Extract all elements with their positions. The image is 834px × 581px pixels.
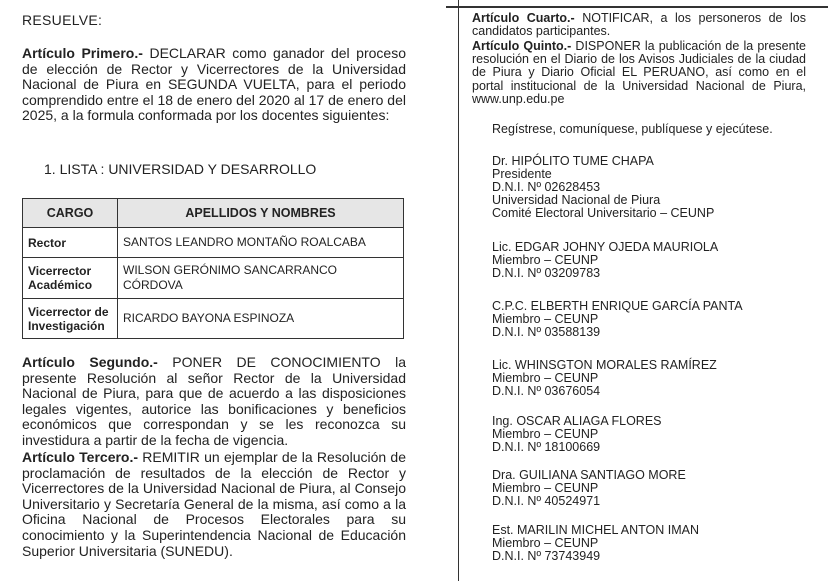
column-divider: [458, 0, 459, 581]
signatory-institution: Universidad Nacional de Piura: [492, 193, 661, 207]
header-cargo: CARGO: [23, 199, 118, 228]
table-row: [23, 258, 404, 299]
signatory-name: Dra. GUILIANA SANTIAGO MORE: [492, 468, 686, 482]
article-third-label: Artículo Tercero.-: [22, 449, 139, 465]
signatory-block: [492, 241, 718, 280]
signatory-dni: D.N.I. Nº 40524971: [492, 494, 601, 508]
closing-formula: Regístrese, comuníquese, publíquese y ejecútese.: [492, 122, 773, 136]
signatory-role: Presidente: [492, 167, 552, 181]
top-rule: [446, 6, 828, 8]
article-fifth-text: DISPONER la publicación de la presente resolución en el Diario de los Avisos Judiciales de la ciudad de Piura y Diario Oficial EL PERUANO, así como en el portal institucional de la Universidad Nacional de Piura, www.unp.edu.pe: [472, 39, 806, 106]
signatory-dni: D.N.I. Nº 03588139: [492, 325, 601, 339]
article-first-text: DECLARAR como ganador del proceso de elección de Rector y Vicerrectores de la Universidad Nacional de Piura en SEGUNDA VUELTA, para el periodo comprendido entre el 18 de enero del 2020 al 17 de enero del 2025, a la formula conformada por los docentes siguientes:: [22, 45, 406, 124]
article-second-text: PONER DE CONOCIMIENTO la presente Resolución al señor Rector de la Universidad Nacional de Piura, para que de acuerdo a las disposiciones legales vigentes, autorice las bonificaciones y beneficios económicos que correspondan y se les reconozca su investidura a partir de la fecha de vigencia.: [22, 354, 406, 448]
table-row: [23, 299, 404, 339]
article-second: [22, 355, 406, 449]
signatory-block: [492, 155, 714, 220]
signatory-block: [492, 469, 686, 508]
signatory-name: Est. MARILIN MICHEL ANTON IMAN: [492, 523, 699, 537]
signatory-role: Miembro – CEUNP: [492, 253, 599, 267]
article-fifth: [472, 40, 806, 106]
signatory-dni: D.N.I. Nº 03209783: [492, 266, 601, 280]
signatory-name: Lic. EDGAR JOHNY OJEDA MAURIOLA: [492, 240, 719, 254]
article-first-label: Artículo Primero.-: [22, 45, 143, 61]
signatory-block: [492, 359, 717, 398]
signatory-block: [492, 415, 662, 454]
signatory-dni: D.N.I. Nº 02628453: [492, 180, 601, 194]
nombre-cell: SANTOS LEANDRO MONTAÑO ROALCABA: [118, 228, 404, 258]
article-fourth: [472, 12, 806, 38]
table-header-row: [23, 199, 404, 228]
signatory-role: Miembro – CEUNP: [492, 312, 599, 326]
nombre-cell: RICARDO BAYONA ESPINOZA: [118, 299, 404, 339]
cargo-cell: Rector: [23, 228, 118, 258]
candidates-table: [22, 198, 404, 339]
signatory-role: Miembro – CEUNP: [492, 371, 599, 385]
signatory-block: [492, 524, 699, 563]
article-third-text: REMITIR un ejemplar de la Resolución de proclamación de resultados de la elección de Rector y Vicerrectores de la Universidad Nacional de Piura, al Consejo Universitario y Secretaría General de la misma, así como a la Oficina Nacional de Procesos Electorales para su conocimiento y la Superintendencia Nacional de Educación Superior Universitaria (SUNEDU).: [22, 449, 406, 559]
nombre-cell: WILSON GERÓNIMO SANCARRANCO CÓRDOVA: [118, 258, 404, 299]
table-row: [23, 228, 404, 258]
signatory-name: Lic. WHINSGTON MORALES RAMÍREZ: [492, 358, 717, 372]
article-fifth-label: Artículo Quinto.-: [472, 39, 572, 53]
list-heading: 1. LISTA : UNIVERSIDAD Y DESARROLLO: [44, 161, 317, 177]
signatory-name: Ing. OSCAR ALIAGA FLORES: [492, 414, 662, 428]
signatory-role: Miembro – CEUNP: [492, 481, 599, 495]
resuelve-heading: RESUELVE:: [22, 12, 103, 28]
signatory-dni: D.N.I. Nº 73743949: [492, 549, 601, 563]
article-first: [22, 46, 406, 124]
signatory-name: Dr. HIPÓLITO TUME CHAPA: [492, 154, 654, 168]
cargo-cell: Vicerrector de Investigación: [23, 299, 118, 339]
header-nombres: APELLIDOS Y NOMBRES: [118, 199, 404, 228]
article-second-label: Artículo Segundo.-: [22, 354, 158, 370]
article-fourth-label: Artículo Cuarto.-: [472, 11, 575, 25]
signatory-role: Miembro – CEUNP: [492, 536, 599, 550]
signatory-role: Miembro – CEUNP: [492, 427, 599, 441]
cargo-cell: Vicerrector Académico: [23, 258, 118, 299]
article-fourth-text: NOTIFICAR, a los personeros de los candidatos participantes.: [472, 11, 806, 39]
signatory-dni: D.N.I. Nº 18100669: [492, 440, 601, 454]
signatory-committee: Comité Electoral Universitario – CEUNP: [492, 206, 715, 220]
signatory-name: C.P.C. ELBERTH ENRIQUE GARCÍA PANTA: [492, 299, 743, 313]
signatory-dni: D.N.I. Nº 03676054: [492, 384, 601, 398]
signatory-block: [492, 300, 743, 339]
article-third: [22, 450, 406, 559]
